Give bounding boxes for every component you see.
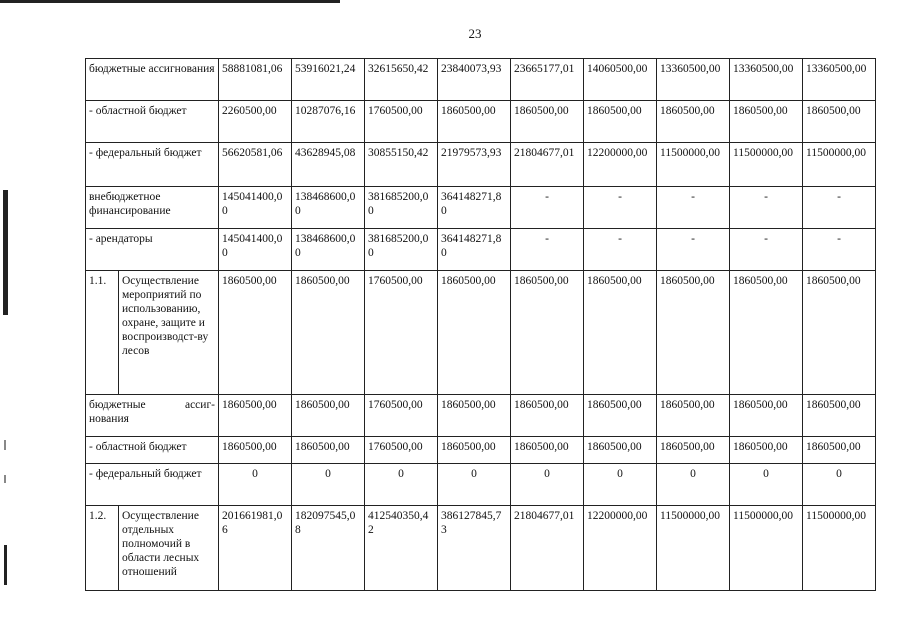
table-row: [86, 143, 876, 187]
row-number: 1.1.: [86, 271, 119, 395]
table-cell: 11500000,00: [657, 143, 730, 187]
row-label: - федеральный бюджет: [86, 143, 219, 187]
table-cell: 138468600,00: [292, 187, 365, 229]
table-cell: 364148271,80: [438, 229, 511, 271]
table-cell: -: [803, 187, 876, 229]
table-cell: 1760500,00: [365, 437, 438, 464]
table-cell: 21804677,01: [511, 143, 584, 187]
table-cell: 1860500,00: [730, 101, 803, 143]
table-cell: -: [730, 187, 803, 229]
table-cell: 0: [292, 464, 365, 506]
table-cell: -: [584, 187, 657, 229]
table-cell: 182097545,08: [292, 506, 365, 591]
table-cell: -: [511, 187, 584, 229]
table-cell: 1860500,00: [584, 395, 657, 437]
table-cell: 11500000,00: [730, 506, 803, 591]
table-cell: 1860500,00: [657, 437, 730, 464]
row-label: Осуществление мероприятий по использованию, охране, защите и воспроизводст-ву лесов: [119, 271, 219, 395]
table-cell: 386127845,73: [438, 506, 511, 591]
table-cell: 1860500,00: [803, 101, 876, 143]
table-cell: 11500000,00: [803, 143, 876, 187]
table-cell: 13360500,00: [657, 59, 730, 101]
margin-mark: [3, 190, 8, 315]
table-cell: 1860500,00: [292, 437, 365, 464]
table-cell: 0: [438, 464, 511, 506]
page-number: 23: [468, 26, 482, 41]
table-cell: -: [511, 229, 584, 271]
table-cell: 1860500,00: [730, 437, 803, 464]
table-row: [86, 187, 876, 229]
table-cell: 145041400,00: [219, 229, 292, 271]
table-cell: 13360500,00: [730, 59, 803, 101]
table-cell: 364148271,80: [438, 187, 511, 229]
table-cell: -: [657, 187, 730, 229]
table-cell: 10287076,16: [292, 101, 365, 143]
table-cell: 12200000,00: [584, 506, 657, 591]
table-cell: 1860500,00: [657, 395, 730, 437]
table-row: [86, 101, 876, 143]
table-cell: 1760500,00: [365, 101, 438, 143]
table-cell: 1860500,00: [438, 437, 511, 464]
table-row: [86, 229, 876, 271]
budget-table: [85, 58, 876, 591]
table-cell: 1860500,00: [730, 271, 803, 395]
table-cell: 2260500,00: [219, 101, 292, 143]
table-cell: 1860500,00: [803, 395, 876, 437]
table-cell: 1860500,00: [584, 101, 657, 143]
table-cell: 1860500,00: [730, 395, 803, 437]
row-number: 1.2.: [86, 506, 119, 591]
table-cell: 1860500,00: [657, 271, 730, 395]
row-label: - арендаторы: [86, 229, 219, 271]
table-cell: 201661981,06: [219, 506, 292, 591]
table-cell: 32615650,42: [365, 59, 438, 101]
table-row: [86, 271, 876, 395]
table-cell: 1860500,00: [803, 437, 876, 464]
table-cell: 1760500,00: [365, 271, 438, 395]
table-cell: 1860500,00: [584, 271, 657, 395]
table-cell: 412540350,42: [365, 506, 438, 591]
table-cell: 11500000,00: [803, 506, 876, 591]
table-row: [86, 59, 876, 101]
table-cell: 381685200,00: [365, 229, 438, 271]
table-cell: 23840073,93: [438, 59, 511, 101]
table-cell: 23665177,01: [511, 59, 584, 101]
table-cell: 1860500,00: [438, 101, 511, 143]
table-row: [86, 506, 876, 591]
table-cell: 21804677,01: [511, 506, 584, 591]
table-cell: -: [657, 229, 730, 271]
table-row: [86, 437, 876, 464]
table-cell: 1860500,00: [438, 271, 511, 395]
margin-mark: [4, 545, 7, 585]
row-label: - федеральный бюджет: [86, 464, 219, 506]
table-row: [86, 464, 876, 506]
table-cell: 1860500,00: [803, 271, 876, 395]
row-label: - областной бюджет: [86, 101, 219, 143]
table-cell: 138468600,00: [292, 229, 365, 271]
top-rule: [0, 0, 340, 3]
table-cell: 1860500,00: [511, 271, 584, 395]
table-row: [86, 395, 876, 437]
table-cell: 43628945,08: [292, 143, 365, 187]
table-cell: 0: [365, 464, 438, 506]
table-cell: 0: [803, 464, 876, 506]
table-cell: 11500000,00: [730, 143, 803, 187]
table-cell: -: [730, 229, 803, 271]
table-cell: 1860500,00: [219, 271, 292, 395]
table-cell: 56620581,06: [219, 143, 292, 187]
table-cell: 0: [511, 464, 584, 506]
table-cell: 30855150,42: [365, 143, 438, 187]
table-cell: 21979573,93: [438, 143, 511, 187]
table-cell: 1860500,00: [657, 101, 730, 143]
table-cell: 11500000,00: [657, 506, 730, 591]
table-cell: 1860500,00: [584, 437, 657, 464]
table-cell: -: [584, 229, 657, 271]
margin-mark: [4, 440, 6, 450]
table-cell: 1860500,00: [511, 395, 584, 437]
table-cell: 381685200,00: [365, 187, 438, 229]
table-cell: -: [803, 229, 876, 271]
row-label: Осуществление отдельных полномочий в области лесных отношений: [119, 506, 219, 591]
row-label: бюджетные ассигнования: [86, 59, 219, 101]
table-cell: 1860500,00: [438, 395, 511, 437]
table-cell: 58881081,06: [219, 59, 292, 101]
table-cell: 1860500,00: [219, 437, 292, 464]
table-cell: 12200000,00: [584, 143, 657, 187]
table-cell: 1860500,00: [219, 395, 292, 437]
table-cell: 1860500,00: [511, 437, 584, 464]
row-label: бюджетные ассиг-нования: [86, 395, 219, 437]
table-cell: 53916021,24: [292, 59, 365, 101]
table-cell: 1860500,00: [511, 101, 584, 143]
table-cell: 145041400,00: [219, 187, 292, 229]
table-cell: 1760500,00: [365, 395, 438, 437]
table-cell: 1860500,00: [292, 271, 365, 395]
table-cell: 14060500,00: [584, 59, 657, 101]
table-cell: 1860500,00: [292, 395, 365, 437]
row-label: внебюджетное финансирование: [86, 187, 219, 229]
table-cell: 0: [584, 464, 657, 506]
table-cell: 0: [219, 464, 292, 506]
table-cell: 0: [730, 464, 803, 506]
margin-mark: [4, 475, 6, 483]
table-cell: 0: [657, 464, 730, 506]
row-label: - областной бюджет: [86, 437, 219, 464]
table-cell: 13360500,00: [803, 59, 876, 101]
